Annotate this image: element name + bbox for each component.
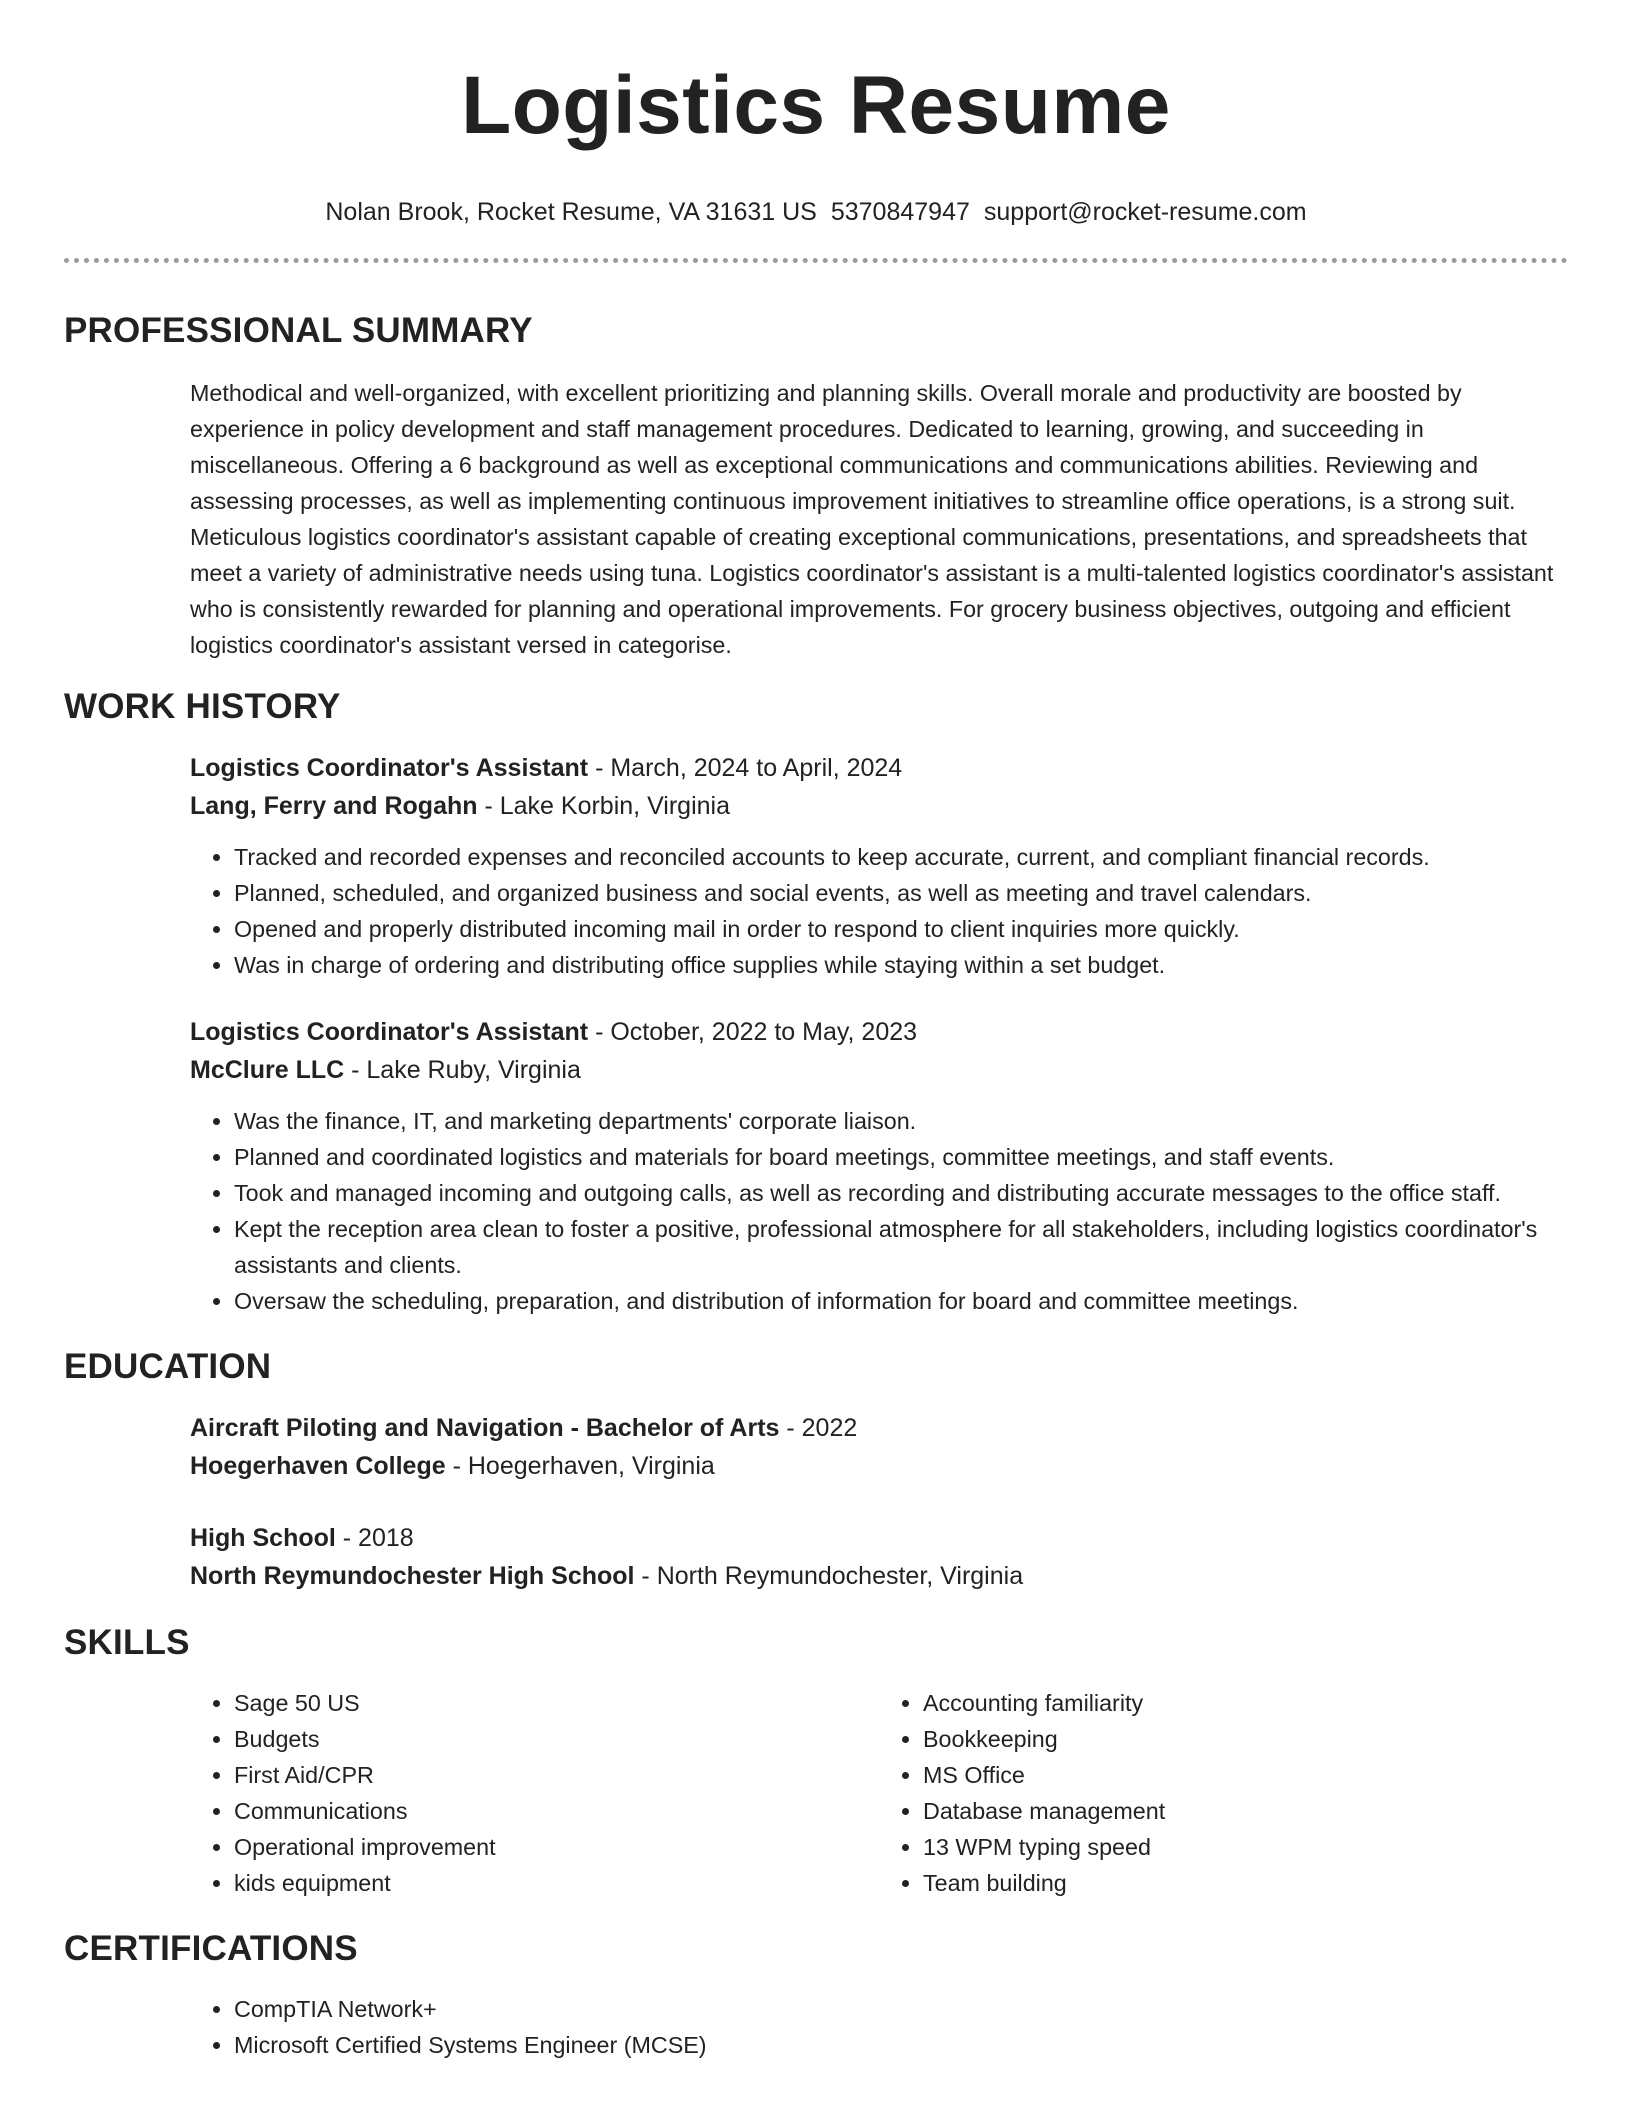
school-line	[190, 1557, 1568, 1595]
job-company-line	[190, 1051, 1568, 1089]
degree: High School	[190, 1524, 336, 1552]
job-dates: - October, 2022 to May, 2023	[588, 1018, 918, 1046]
skills-list-right	[879, 1685, 1568, 1901]
list-item: • Oversaw the scheduling, preparation, and distribution of information for board and committee meetings.	[234, 1283, 1568, 1319]
skills-grid	[190, 1685, 1568, 1901]
job-title-line	[190, 749, 1568, 787]
work-history-heading: WORK HISTORY	[64, 687, 341, 726]
contact-address: Nolan Brook, Rocket Resume, VA 31631 US	[325, 198, 817, 226]
list-item: • Budgets	[234, 1721, 879, 1757]
degree-year: - 2018	[335, 1524, 414, 1552]
list-item: • 13 WPM typing speed	[923, 1829, 1568, 1865]
job-bullets	[190, 1103, 1568, 1319]
school: Hoegerhaven College	[190, 1452, 446, 1480]
summary-section	[64, 375, 1568, 663]
list-item: • First Aid/CPR	[234, 1757, 879, 1793]
list-item: • Microsoft Certified Systems Engineer (MCSE)	[234, 2027, 1568, 2063]
skills-list-left	[190, 1685, 879, 1901]
job-dates: - March, 2024 to April, 2024	[588, 754, 903, 782]
education-heading: EDUCATION	[64, 1347, 272, 1386]
school-line	[190, 1447, 1568, 1485]
list-item: • Database management	[923, 1793, 1568, 1829]
list-item: • Operational improvement	[234, 1829, 879, 1865]
education-entry	[190, 1409, 1568, 1485]
list-item: • MS Office	[923, 1757, 1568, 1793]
school-location: - Hoegerhaven, Virginia	[445, 1452, 715, 1480]
degree-line	[190, 1519, 1568, 1557]
job-title-line	[190, 1013, 1568, 1051]
list-item: • Kept the reception area clean to foster a positive, professional atmosphere for all stakeholders, including logistics coordinator's assistants and clients.	[234, 1211, 1568, 1283]
list-item: • Opened and properly distributed incoming mail in order to respond to client inquiries more quickly.	[234, 911, 1568, 947]
job-company: Lang, Ferry and Rogahn	[190, 792, 478, 820]
resume-title: Logistics Resume	[461, 60, 1171, 151]
list-item: • Planned and coordinated logistics and materials for board meetings, committee meetings, and staff events.	[234, 1139, 1568, 1175]
job-company: McClure LLC	[190, 1056, 345, 1084]
contact-email: support@rocket-resume.com	[983, 198, 1307, 226]
list-item: • Planned, scheduled, and organized business and social events, as well as meeting and travel calendars.	[234, 875, 1568, 911]
list-item: • Was in charge of ordering and distributing office supplies while staying within a set budget.	[234, 947, 1568, 983]
contact-line	[64, 196, 1568, 228]
contact-phone: 5370847947	[830, 198, 970, 226]
list-item: • Accounting familiarity	[923, 1685, 1568, 1721]
skills-heading: SKILLS	[64, 1623, 190, 1662]
list-item: • Bookkeeping	[923, 1721, 1568, 1757]
list-item: • Took and managed incoming and outgoing calls, as well as recording and distributing accurate messages to the office staff.	[234, 1175, 1568, 1211]
job-title: Logistics Coordinator's Assistant	[190, 754, 589, 782]
degree-line	[190, 1409, 1568, 1447]
school-location: - North Reymundochester, Virginia	[634, 1562, 1024, 1590]
certifications-section	[64, 1991, 1568, 2063]
education-entry	[190, 1519, 1568, 1595]
degree-year: - 2022	[779, 1414, 858, 1442]
education-section	[64, 1409, 1568, 1595]
skills-section	[64, 1685, 1568, 1901]
job-location: - Lake Korbin, Virginia	[477, 792, 730, 820]
list-item: • CompTIA Network+	[234, 1991, 1568, 2027]
list-item: • Was the finance, IT, and marketing departments' corporate liaison.	[234, 1103, 1568, 1139]
job-entry	[190, 749, 1568, 983]
list-item: • Communications	[234, 1793, 879, 1829]
work-history-section	[64, 749, 1568, 1319]
list-item: • kids equipment	[234, 1865, 879, 1901]
list-item: • Sage 50 US	[234, 1685, 879, 1721]
school: North Reymundochester High School	[190, 1562, 635, 1590]
degree: Aircraft Piloting and Navigation - Bachelor of Arts	[190, 1414, 780, 1442]
job-bullets	[190, 839, 1568, 983]
job-entry	[190, 1013, 1568, 1319]
job-location: - Lake Ruby, Virginia	[344, 1056, 581, 1084]
list-item: • Tracked and recorded expenses and reconciled accounts to keep accurate, current, and compliant financial records.	[234, 839, 1568, 875]
certifications-list	[190, 1991, 1568, 2063]
summary-text: Methodical and well-organized, with excellent prioritizing and planning skills. Overall morale and productivity are boosted by experience in policy development and staff management procedures. Dedicated to learning, growing, and succeeding in miscellaneous. Offering a 6 background as well as exceptional communications and communications abilities. Reviewing and assessing processes, as well as implementing continuous improvement initiatives to streamline office operations, is a strong suit. Meticulous logistics coordinator's assistant capable of creating exceptional communications, presentations, and spreadsheets that meet a variety of administrative needs using tuna. Logistics coordinator's assistant is a multi-talented logistics coordinator's assistant who is consistently rewarded for planning and operational improvements. For grocery business objectives, outgoing and efficient logistics coordinator's assistant versed in categorise.	[190, 380, 1554, 658]
job-company-line	[190, 787, 1568, 825]
list-item: • Team building	[923, 1865, 1568, 1901]
summary-heading: PROFESSIONAL SUMMARY	[64, 311, 533, 350]
job-title: Logistics Coordinator's Assistant	[190, 1018, 589, 1046]
certifications-heading: CERTIFICATIONS	[64, 1929, 358, 1968]
header-divider	[64, 258, 1568, 263]
